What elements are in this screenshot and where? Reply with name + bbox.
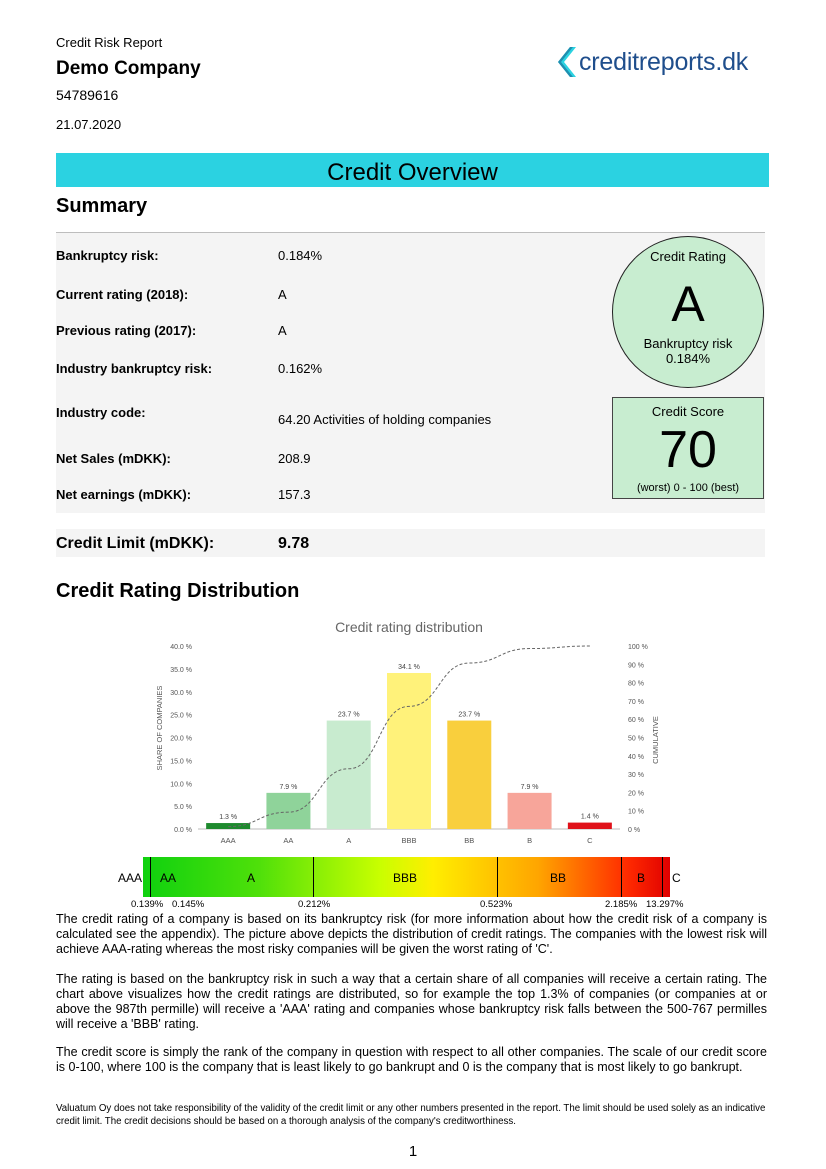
bar-bb xyxy=(447,721,491,829)
paragraph-rating-distribution: The rating is based on the bankruptcy risk in such a way that a certain share of all companies will receive a certain rating. The chart above visualizes how the credit ratings are distributed, so for example the top 1.3% of companies (or companies at or above the 987th permille) will receive a 'AAA' rating and companies whose bankruptcy risk falls between the 500-767 permilles will receive a 'BBB' rating. xyxy=(56,972,767,1031)
bar-value-label: 23.7 % xyxy=(458,711,481,719)
summary-divider xyxy=(56,232,765,233)
credit-overview-banner: Credit Overview xyxy=(56,153,769,187)
y2-tick-label: 90 % xyxy=(628,662,644,670)
creditreports-logo xyxy=(556,44,748,80)
x-tick-label: C xyxy=(587,836,593,845)
y2-tick-label: 50 % xyxy=(628,735,644,743)
y2-tick-label: 40 % xyxy=(628,753,644,761)
y-tick-label: 25.0 % xyxy=(170,712,192,720)
credit-score-title: Credit Score xyxy=(651,404,725,419)
bar-c xyxy=(568,823,612,829)
industry-risk-value: 0.162% xyxy=(278,361,323,376)
rating-scale-bar xyxy=(143,857,670,897)
threshold-label: 0.523% xyxy=(480,899,513,910)
credit-score-value: 70 xyxy=(659,421,717,479)
current-rating-value: A xyxy=(278,287,287,302)
credit-rating-letter: A xyxy=(671,276,705,332)
current-rating-label: Current rating (2018): xyxy=(56,287,189,302)
company-name: Demo Company xyxy=(56,58,201,79)
logo-chevron-icon xyxy=(556,46,576,78)
scale-segment-aa: AA xyxy=(160,871,177,885)
credit-rating-subtitle: Bankruptcy risk xyxy=(643,336,733,351)
y-axis-right xyxy=(628,644,648,834)
net-earnings-label: Net earnings (mDKK): xyxy=(56,487,192,502)
y2-tick-label: 80 % xyxy=(628,680,644,688)
bankruptcy-risk-label: Bankruptcy risk: xyxy=(56,248,159,263)
scale-divider xyxy=(662,857,663,897)
y-tick-label: 30.0 % xyxy=(170,689,192,697)
credit-score-scale: (worst) 0 - 100 (best) xyxy=(636,482,740,494)
y2-tick-label: 10 % xyxy=(628,808,644,816)
bar-value-label: 1.3 % xyxy=(219,814,238,822)
threshold-label: 2.185% xyxy=(605,899,638,910)
previous-rating-value: A xyxy=(278,323,287,338)
y-tick-label: 35.0 % xyxy=(170,666,192,674)
scale-divider xyxy=(497,857,498,897)
bar-b xyxy=(508,793,552,829)
threshold-label: 13.297% xyxy=(646,899,684,910)
y-tick-label: 5.0 % xyxy=(174,804,192,812)
bar-a xyxy=(327,721,371,829)
x-tick-label: A xyxy=(346,836,352,845)
y-tick-label: 40.0 % xyxy=(170,644,192,651)
y-tick-label: 15.0 % xyxy=(170,758,192,766)
bar-aa xyxy=(266,793,310,829)
credit-limit-value: 9.78 xyxy=(278,535,310,552)
bar-value-label: 34.1 % xyxy=(398,663,420,671)
scale-label-c-outside: C xyxy=(672,871,681,885)
bar-value-label: 7.9 % xyxy=(520,783,539,791)
industry-code-value: 64.20 Activities of holding companies xyxy=(278,412,492,427)
bar-value-label: 7.9 % xyxy=(279,783,298,791)
x-tick-label: B xyxy=(527,836,533,845)
y2-tick-label: 0 % xyxy=(628,827,641,834)
scale-divider xyxy=(313,857,314,897)
industry-risk-label: Industry bankruptcy risk: xyxy=(56,361,213,376)
y-tick-label: 0.0 % xyxy=(174,827,192,834)
industry-code-label: Industry code: xyxy=(56,405,146,420)
y2-axis-label: CUMULATIVE xyxy=(651,716,660,764)
x-tick-label: BBB xyxy=(401,836,417,845)
y-tick-label: 20.0 % xyxy=(170,735,192,743)
scale-segment-bb: BB xyxy=(550,871,567,885)
report-date: 21.07.2020 xyxy=(56,117,122,132)
x-tick-label: BB xyxy=(464,836,475,845)
distribution-heading: Credit Rating Distribution xyxy=(56,580,300,602)
scale-divider xyxy=(621,857,622,897)
x-tick-label: AAA xyxy=(220,836,236,845)
scale-segment-a: A xyxy=(247,871,256,885)
chart-title: Credit rating distribution xyxy=(335,619,483,635)
y2-tick-label: 70 % xyxy=(628,698,644,706)
page-number: 1 xyxy=(408,1143,418,1160)
paragraph-rating-explanation: The credit rating of a company is based on its bankruptcy risk (for more information about how the credit risk of a company is calculated see the appendix). The picture above depicts the distribution of credit ratings. The companies with the lowest risk will achieve AAA-rating whereas the most risky companies will be given the worst rating of 'C'. xyxy=(56,912,767,956)
bar-bbb xyxy=(387,673,431,829)
y-axis-left xyxy=(170,644,192,834)
y2-tick-label: 20 % xyxy=(628,790,644,798)
paragraph-credit-score: The credit score is simply the rank of the company in question with respect to all other companies. The scale of our credit score is 0-100, where 100 is the company that is least likely to go bankrupt and 0 is the company that is most likely to go bankrupt. xyxy=(56,1045,767,1074)
y-tick-label: 10.0 % xyxy=(170,781,192,789)
net-earnings-value: 157.3 xyxy=(278,487,311,502)
logo-text: creditreports.dk xyxy=(579,47,749,76)
y2-tick-label: 60 % xyxy=(628,717,644,725)
report-title: Credit Risk Report xyxy=(56,35,163,50)
x-tick-label: AA xyxy=(283,836,294,845)
net-sales-value: 208.9 xyxy=(278,451,311,466)
threshold-label: 0.139% xyxy=(131,899,164,910)
net-sales-label: Net Sales (mDKK): xyxy=(56,451,171,466)
credit-score-box xyxy=(612,397,764,499)
y2-tick-label: 30 % xyxy=(628,772,644,780)
company-id: 54789616 xyxy=(56,87,119,103)
threshold-label: 0.145% xyxy=(172,899,205,910)
credit-rating-title: Credit Rating xyxy=(650,249,726,264)
threshold-label: 0.212% xyxy=(298,899,331,910)
scale-label-aaa-outside: AAA xyxy=(118,871,143,885)
credit-rating-risk-value: 0.184% xyxy=(665,351,711,366)
credit-limit-label: Credit Limit (mDKK): xyxy=(56,535,215,552)
scale-divider xyxy=(150,857,151,897)
previous-rating-label: Previous rating (2017): xyxy=(56,323,197,338)
bars-group xyxy=(206,664,612,845)
credit-rating-distribution-chart xyxy=(150,612,670,852)
bankruptcy-risk-value: 0.184% xyxy=(278,248,323,263)
summary-heading: Summary xyxy=(56,195,148,217)
y-axis-label: SHARE OF COMPANIES xyxy=(155,685,164,771)
bar-value-label: 23.7 % xyxy=(337,711,360,719)
bar-aaa xyxy=(206,823,250,829)
y2-tick-label: 100 % xyxy=(628,644,648,651)
credit-rating-circle xyxy=(612,236,764,388)
disclaimer: Valuatum Oy does not take responsibility of the validity of the credit limit or any other numbers presented in the report. The limit should be used solely as an indicative credit limit. The credit decisions should be based on a thorough analysis of the company's creditworthiness. xyxy=(56,1103,766,1127)
bar-value-label: 1.4 % xyxy=(580,813,599,821)
scale-segment-b: B xyxy=(637,871,646,885)
scale-segment-bbb: BBB xyxy=(393,871,418,885)
